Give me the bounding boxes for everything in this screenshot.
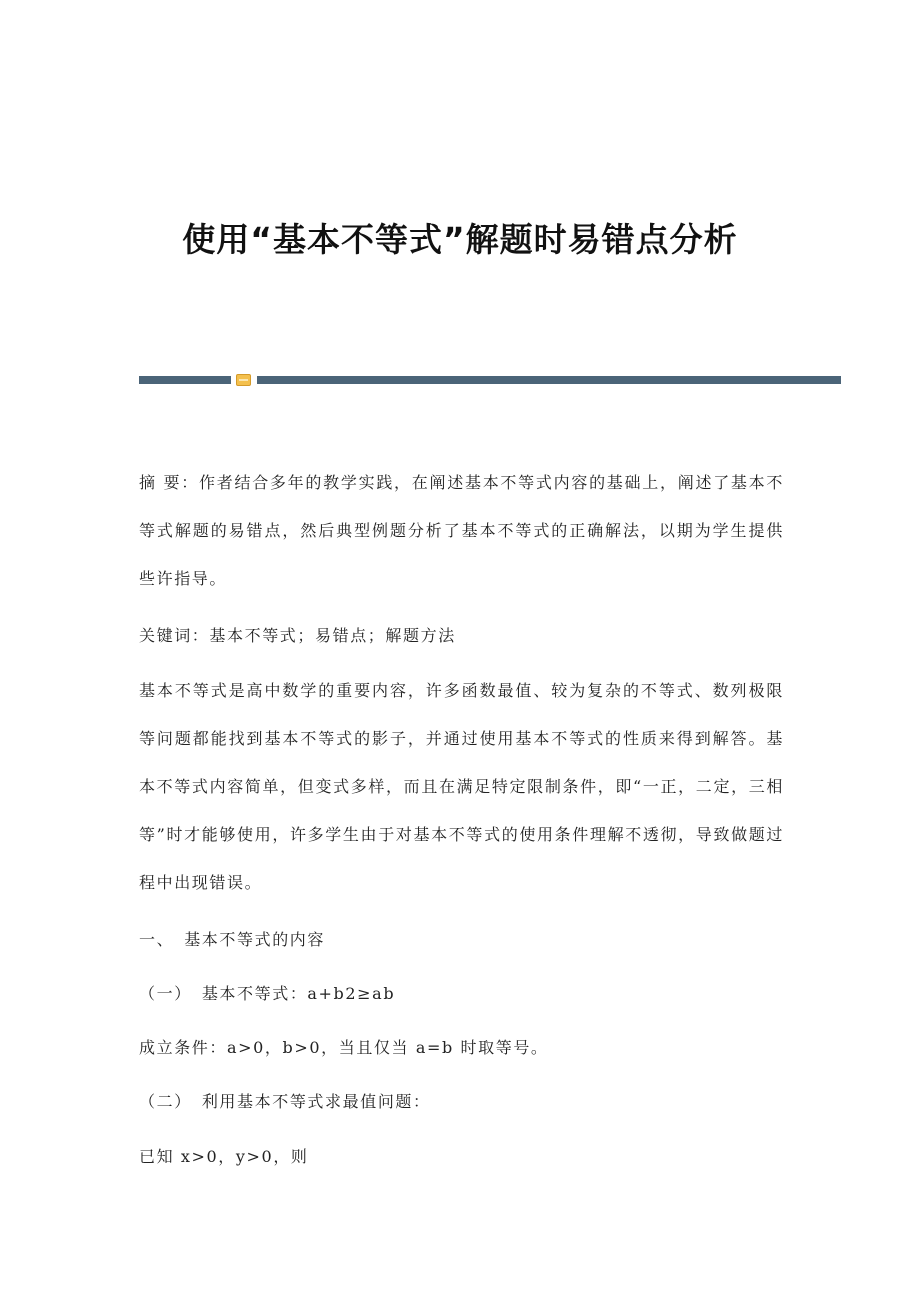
section-number: 一、 [139,930,175,949]
subsection-number: （一） [139,984,192,1003]
abstract-paragraph [139,459,784,603]
subsection-number: （二） [139,1092,192,1111]
abstract-label: 摘 要： [139,473,200,492]
intro-paragraph [139,667,784,907]
given-paragraph [139,1133,784,1181]
divider-bar-left [139,376,231,384]
divider-bar-right [257,376,841,384]
keywords-label: 关键词： [139,626,210,645]
subsection-text: 利用基本不等式求最值问题： [201,1092,431,1111]
document-title: 使用“基本不等式”解题时易错点分析 [182,220,738,259]
given-text: 已知 x>0，y>0，则 [139,1147,309,1166]
keywords-text: 基本不等式；易错点；解题方法 [209,626,456,645]
subsection-heading-1 [139,970,784,1018]
divider-ornament-icon [236,374,251,386]
subsection-text: 基本不等式：a+b2≥ab [201,984,396,1003]
subsection-heading-2 [139,1078,784,1126]
abstract-text: 作者结合多年的教学实践，在阐述基本不等式内容的基础上，阐述了基本不等式解题的易错点，然后典型例题分析了基本不等式的正确解法，以期为学生提供些许指导。 [139,473,784,588]
keywords-paragraph [139,612,784,660]
section-heading-1 [139,916,784,964]
condition-text: 成立条件：a>0，b>0，当且仅当 a=b 时取等号。 [139,1038,549,1057]
condition-paragraph [139,1024,784,1072]
title-divider [139,374,841,386]
section-title: 基本不等式的内容 [184,930,326,949]
intro-text: 基本不等式是高中数学的重要内容，许多函数最值、较为复杂的不等式、数列极限等问题都能找到基本不等式的影子，并通过使用基本不等式的性质来得到解答。基本不等式内容简单，但变式多样，而且在满足特定限制条件，即“一正，二定，三相等”时才能够使用，许多学生由于对基本不等式的使用条件理解不透彻，导致做题过程中出现错误。 [139,681,784,892]
